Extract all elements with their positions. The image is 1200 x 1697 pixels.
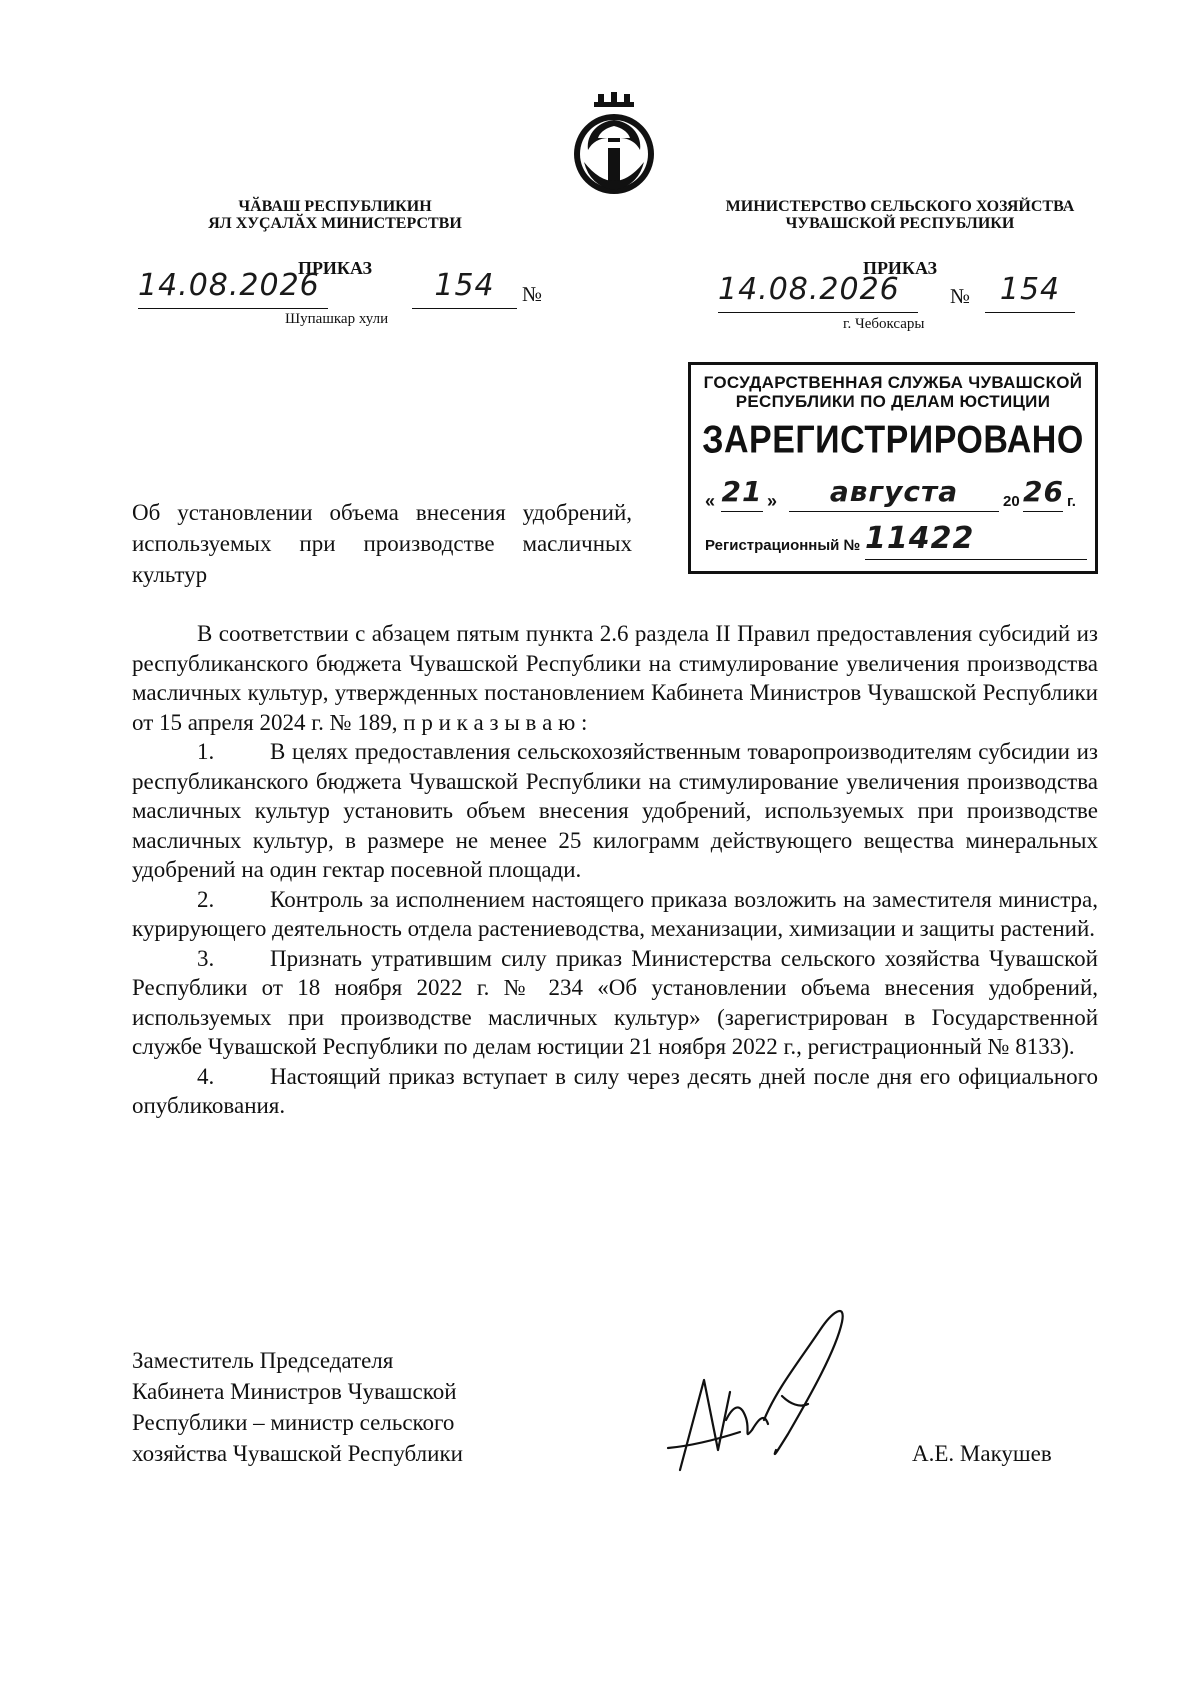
stamp-reg-number: 11422 (865, 521, 1087, 560)
right-org-name (715, 198, 1085, 232)
stamp-year-suffix: г. (1067, 493, 1076, 510)
stamp-org-name (691, 373, 1095, 411)
signatory-position-line1: Заместитель Председателя (132, 1348, 394, 1373)
coat-of-arms-icon (568, 92, 660, 204)
document-subject: Об установлении объема внесения удобрений, используемых при производстве масличных культур (132, 500, 632, 587)
item-1-number: 1. (197, 739, 215, 764)
item-2-number: 2. (197, 886, 215, 912)
right-org-line2: ЧУВАШСКОЙ РЕСПУБЛИКИ (785, 215, 1015, 232)
stamp-year-prefix: 20 (1003, 493, 1020, 510)
left-no-sign: № (522, 282, 543, 306)
stamp-org-line2: РЕСПУБЛИКИ ПО ДЕЛАМ ЮСТИЦИИ (735, 392, 1051, 411)
left-org-line2: ЯЛ ХУҪАЛӐХ МИНИСТЕРСТВИ (208, 215, 462, 232)
right-no-sign: № (950, 284, 971, 308)
left-org-line1: ЧӐВАШ РЕСПУБЛИКИН (238, 198, 432, 215)
signatory-position (132, 1345, 552, 1469)
right-org-line1: МИНИСТЕРСТВО СЕЛЬСКОГО ХОЗЯЙСТВА (725, 198, 1075, 215)
stamp-date-row (705, 475, 1085, 517)
right-place: г. Чебоксары (843, 316, 925, 332)
signatory-name: А.Е. Макушев (912, 1441, 1052, 1466)
item-2-text: Контроль за исполнением настоящего приказа возложить на заместителя министра, курирующего деятельность отдела растениеводства, механизации, химизации и защиты растений. (132, 886, 1098, 941)
left-prikaz-title: ПРИКАЗ (297, 258, 373, 278)
stamp-org-line1: ГОСУДАРСТВЕННАЯ СЛУЖБА ЧУВАШСКОЙ (703, 373, 1083, 392)
item-3-number: 3. (197, 945, 215, 971)
left-org-name (190, 198, 480, 232)
signatory-position-line4: хозяйства Чувашской Республики (132, 1441, 463, 1466)
stamp-reg-row (705, 523, 1085, 563)
stamp-year: 26 (1023, 475, 1063, 512)
document-body (132, 619, 1098, 1121)
stamp-close-quote: » (767, 491, 778, 511)
item-3-text: Признать утратившим силу приказ Министерства сельского хозяйства Чувашской Республики от 18 ноября 2022 г. № 234 «Об установлении объема внесения удобрений, используемых при производстве масличных культур» (зарегистрирован в Государственной службе Чувашской Республики по делам юстиции 21 ноября 2022 г., регистрационный № 8133). (132, 945, 1098, 1059)
body-item-3 (132, 944, 1098, 1062)
handwritten-signature (660, 1300, 900, 1500)
body-item-2 (132, 885, 1098, 944)
stamp-month: августа (789, 475, 999, 512)
stamp-status: ЗАРЕГИСТРИРОВАНО (702, 418, 1084, 462)
item-4-number: 4. (197, 1063, 215, 1089)
left-date: 14.08.2026 (138, 268, 328, 309)
stamp-day: 21 (721, 475, 763, 512)
body-preamble: В соответствии с абзацем пятым пункта 2.6 раздела II Правил предоставления субсидий из республиканского бюджета Чувашской Республики на стимулирование увеличения производства масличных культур, утвержденных постановлением Кабинета Министров Чувашской Республики от 15 апреля 2024 г. № 189, п р и к а з ы в а ю : (132, 621, 1098, 735)
right-prikaz-title: ПРИКАЗ (862, 258, 938, 278)
registration-stamp (688, 362, 1098, 574)
left-place: Шупашкар хули (285, 311, 389, 327)
item-1-text: В целях предоставления сельскохозяйственным товаропроизводителям субсидии из республиканского бюджета Чувашской Республики на стимулирование увеличения производства масличных культур установить объем внесения удобрений, используемых при производстве масличных культур, в размере не менее 25 килограмм действующего вещества минеральных удобрений на один гектар посевной площади. (132, 739, 1098, 882)
signatory-position-line2: Кабинета Министров Чувашской (132, 1379, 457, 1404)
body-item-1 (132, 737, 1098, 885)
stamp-reg-label: Регистрационный № (705, 537, 861, 554)
left-number: 154 (412, 268, 517, 309)
right-date: 14.08.2026 (718, 272, 918, 313)
signatory-position-line3: Республики – министр сельского (132, 1410, 455, 1435)
right-number: 154 (985, 272, 1075, 313)
body-item-4 (132, 1062, 1098, 1121)
item-4-text: Настоящий приказ вступает в силу через десять дней после дня его официального опубликования. (132, 1063, 1098, 1118)
stamp-open-quote: « (705, 491, 716, 511)
